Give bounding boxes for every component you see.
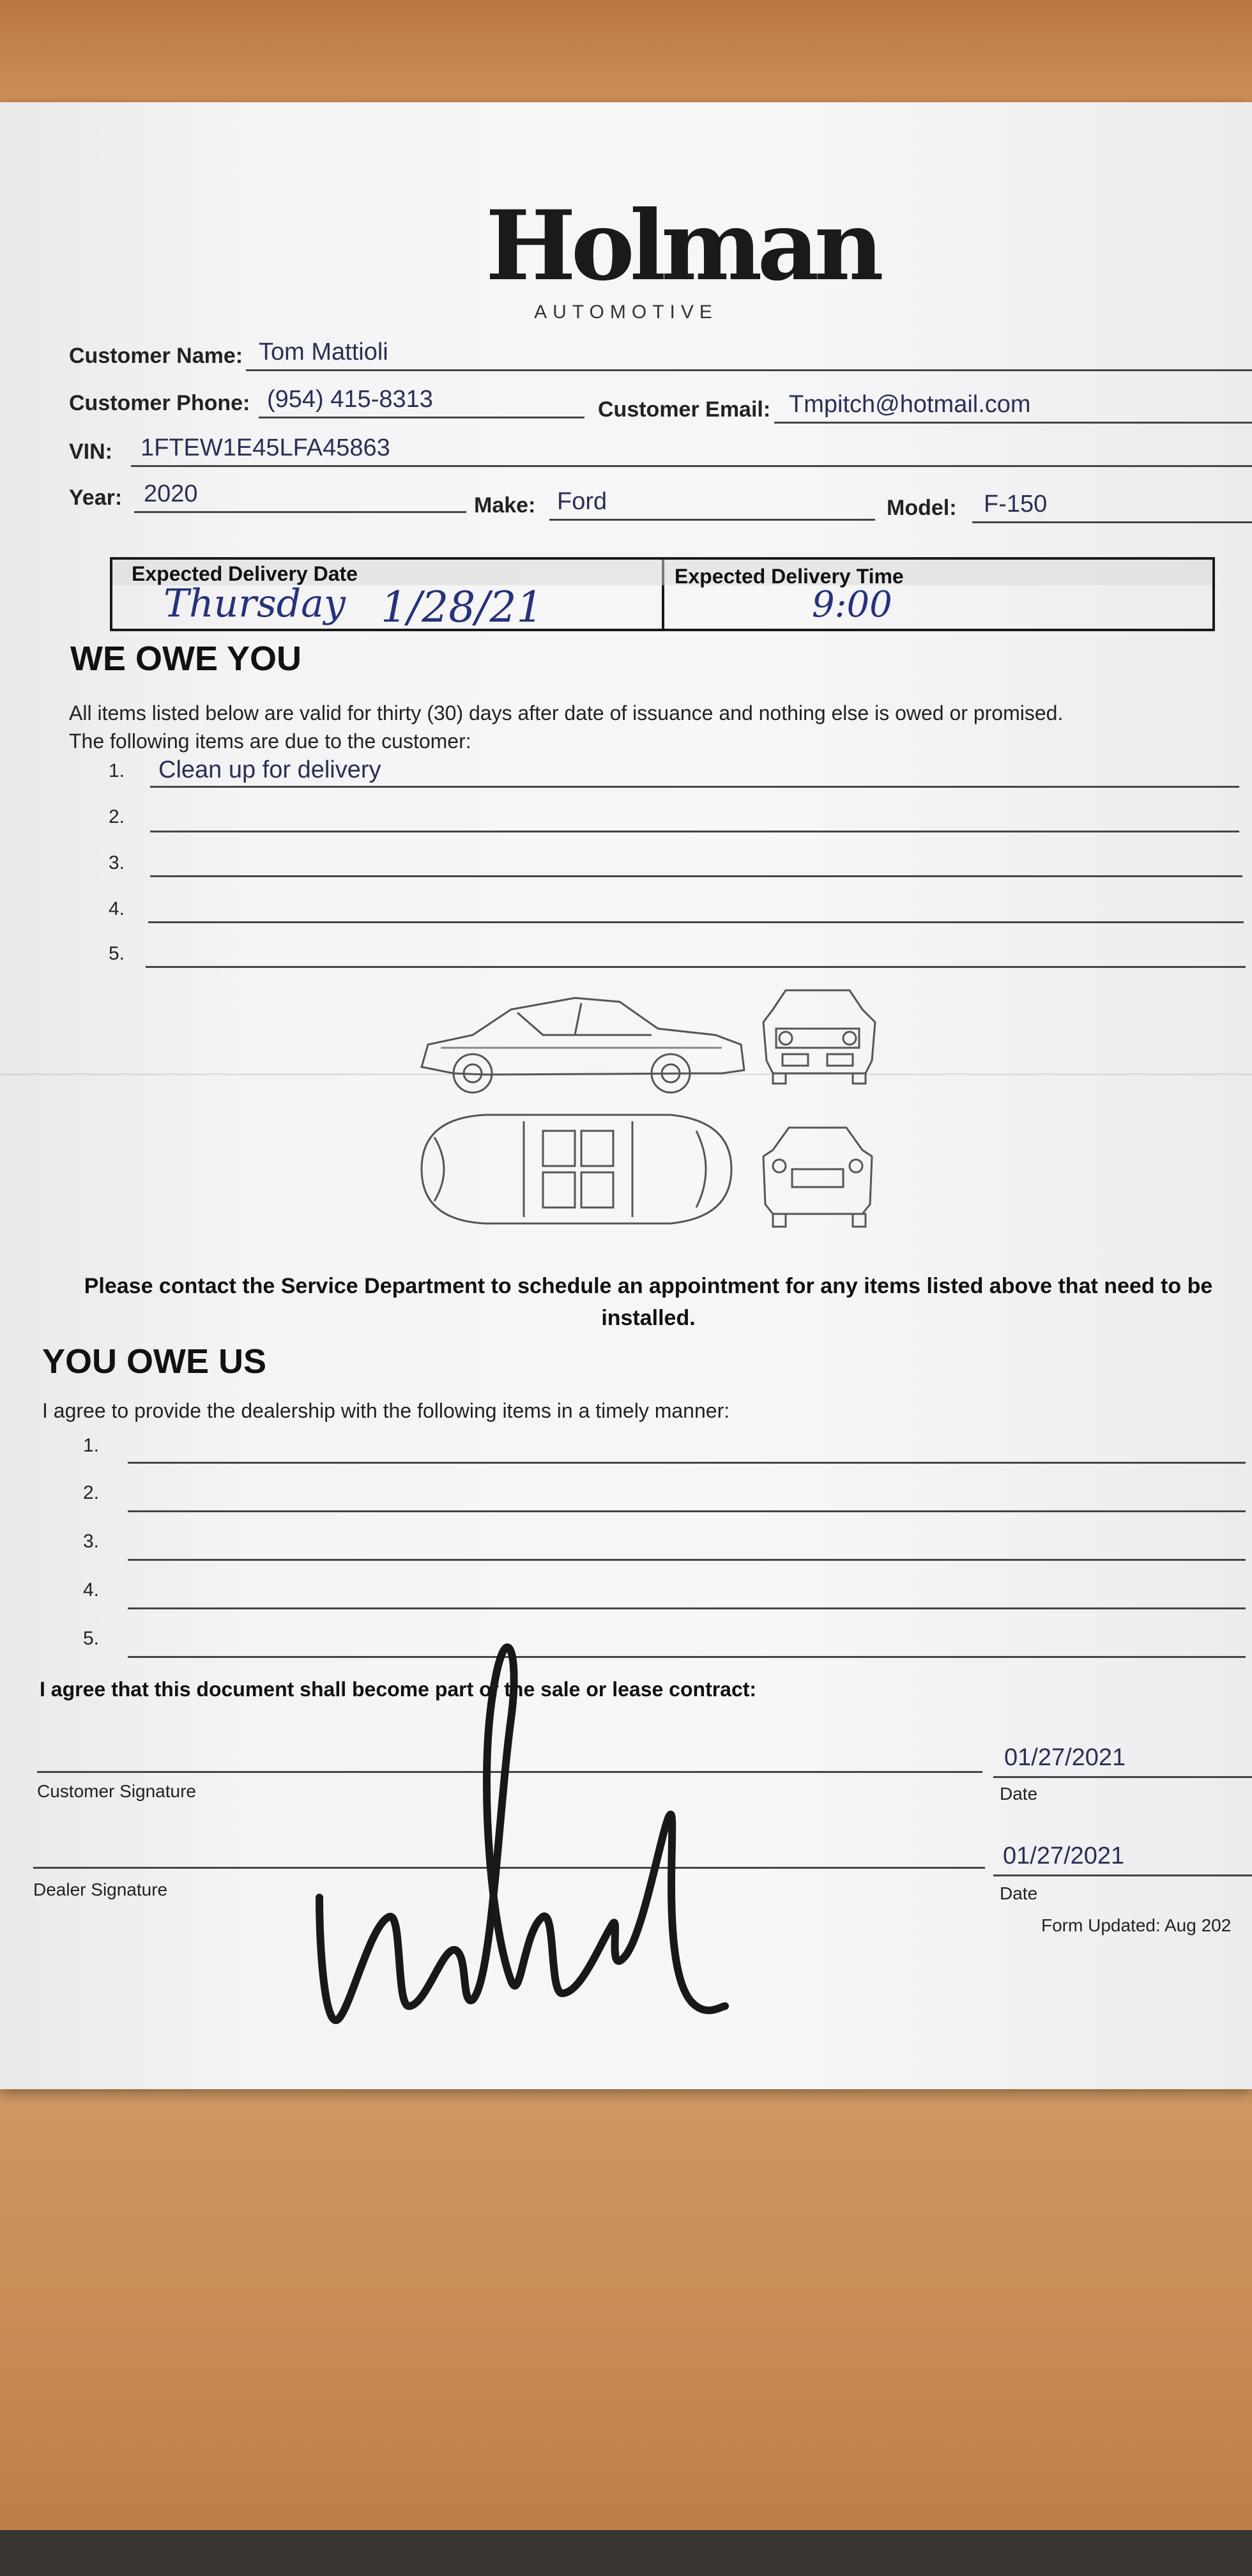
handwritten-signature bbox=[300, 1623, 747, 2057]
customer-phone-value: (954) 415-8313 bbox=[267, 386, 433, 413]
you-owe-item-2-num: 2. bbox=[83, 1482, 100, 1503]
delivery-time-label: Expected Delivery Time bbox=[675, 565, 904, 588]
logo-subtitle: AUTOMOTIVE bbox=[534, 302, 718, 323]
model-line bbox=[972, 521, 1252, 523]
year-value: 2020 bbox=[144, 480, 198, 507]
year-label: Year: bbox=[69, 486, 123, 510]
delivery-date-label: Expected Delivery Date bbox=[132, 562, 358, 585]
we-owe-item-3-num: 3. bbox=[109, 852, 125, 873]
customer-email-label: Customer Email: bbox=[598, 397, 771, 422]
we-owe-item-2-num: 2. bbox=[109, 806, 125, 827]
customer-phone-label: Customer Phone: bbox=[69, 391, 250, 415]
year-line bbox=[134, 511, 466, 513]
we-owe-item-4-num: 4. bbox=[109, 898, 125, 919]
we-owe-item-1-line bbox=[150, 786, 1239, 788]
paper-form bbox=[0, 102, 1252, 2089]
model-label: Model: bbox=[887, 496, 957, 520]
customer-name-line bbox=[246, 369, 1252, 371]
dealer-date-label: Date bbox=[1000, 1883, 1038, 1903]
car-top-view bbox=[422, 1115, 731, 1223]
customer-date-label: Date bbox=[1000, 1784, 1038, 1804]
vin-value: 1FTEW1E45LFA45863 bbox=[141, 434, 390, 461]
vin-label: VIN: bbox=[69, 440, 112, 464]
dealer-date-line bbox=[993, 1874, 1252, 1876]
we-owe-item-1-text: Clean up for delivery bbox=[158, 756, 381, 783]
make-line bbox=[549, 519, 875, 521]
form-updated-footer: Form Updated: Aug 202 bbox=[1041, 1915, 1232, 1935]
you-owe-item-3-line bbox=[128, 1559, 1246, 1561]
you-owe-item-5-num: 5. bbox=[83, 1628, 100, 1649]
we-owe-you-title: WE OWE YOU bbox=[70, 640, 302, 678]
customer-signature-label: Customer Signature bbox=[37, 1781, 197, 1801]
car-side-view bbox=[422, 998, 744, 1092]
we-owe-item-5-num: 5. bbox=[109, 943, 125, 964]
customer-email-line bbox=[774, 422, 1252, 424]
you-owe-item-4-line bbox=[128, 1607, 1246, 1609]
you-owe-item-2-line bbox=[128, 1510, 1246, 1512]
we-owe-item-3-line bbox=[150, 875, 1242, 877]
we-owe-item-5-line bbox=[146, 966, 1246, 968]
we-owe-item-1-num: 1. bbox=[109, 760, 125, 781]
agreement-statement: I agree that this document shall become part of the sale or lease contract: bbox=[40, 1678, 757, 1701]
car-rear-view bbox=[763, 1128, 872, 1227]
we-owe-intro: The following items are due to the customer: bbox=[69, 730, 471, 753]
service-department-note: Please contact the Service Department to schedule an appointment for any items listed above that need to be installed. bbox=[84, 1274, 1213, 1330]
customer-name-label: Customer Name: bbox=[69, 344, 243, 368]
we-owe-item-2-line bbox=[150, 831, 1239, 832]
customer-name-value: Tom Mattioli bbox=[259, 339, 388, 365]
you-owe-item-4-num: 4. bbox=[83, 1579, 100, 1600]
customer-signature-date: 01/27/2021 bbox=[1004, 1744, 1126, 1771]
you-owe-us-title: YOU OWE US bbox=[42, 1342, 267, 1381]
you-owe-item-3-num: 3. bbox=[83, 1531, 100, 1552]
we-owe-terms: All items listed below are valid for thirty (30) days after date of issuance and nothing else is owed or promised. bbox=[69, 702, 1064, 724]
customer-phone-line bbox=[259, 417, 584, 418]
holman-logo bbox=[485, 190, 879, 323]
delivery-time-handwritten: 9:00 bbox=[812, 584, 892, 625]
floor-strip bbox=[0, 2530, 1252, 2576]
delivery-day-handwritten: Thursday bbox=[164, 581, 346, 626]
you-owe-item-1-line bbox=[128, 1462, 1246, 1464]
dealer-signature-label: Dealer Signature bbox=[33, 1880, 168, 1899]
we-owe-item-4-line bbox=[148, 921, 1244, 923]
delivery-date-handwritten: 1/28/21 bbox=[381, 583, 544, 632]
model-value: F-150 bbox=[984, 491, 1048, 518]
logo-wordmark: Holman bbox=[485, 190, 879, 302]
make-label: Make: bbox=[474, 493, 536, 518]
customer-email-value: Tmpitch@hotmail.com bbox=[789, 391, 1031, 418]
delivery-box bbox=[110, 557, 1215, 631]
car-front-view bbox=[763, 990, 875, 1084]
dealer-signature-date: 01/27/2021 bbox=[1003, 1843, 1125, 1869]
vin-line bbox=[131, 465, 1252, 467]
table-surface-bottom bbox=[0, 2083, 1252, 2576]
you-owe-item-1-num: 1. bbox=[83, 1435, 100, 1456]
customer-date-line bbox=[993, 1776, 1252, 1778]
you-owe-intro: I agree to provide the dealership with the following items in a timely manner: bbox=[42, 1399, 730, 1422]
make-value: Ford bbox=[557, 488, 607, 515]
